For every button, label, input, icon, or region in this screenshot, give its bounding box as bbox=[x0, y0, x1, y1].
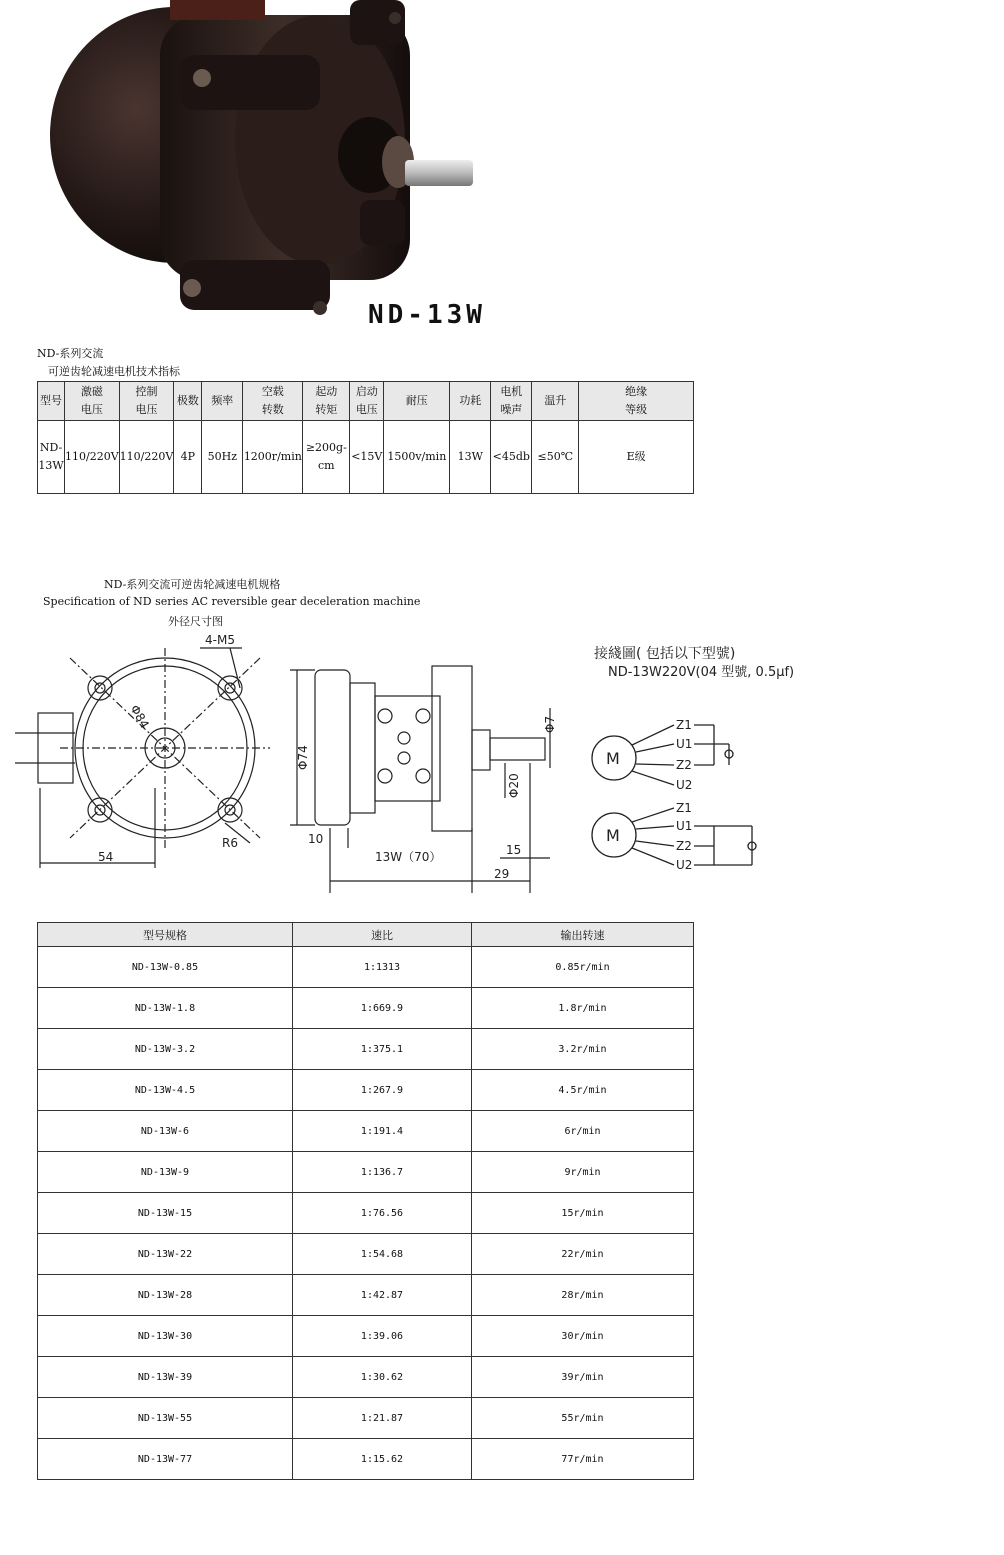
speed-cell: 15r/min bbox=[472, 1193, 694, 1234]
ratio-cell: 1:375.1 bbox=[293, 1029, 472, 1070]
model-cell: ND-13W-9 bbox=[38, 1152, 293, 1193]
total-len-label: 29 bbox=[494, 867, 510, 881]
table-row bbox=[38, 1357, 694, 1398]
table-row bbox=[38, 1275, 694, 1316]
hole-label: 4-M5 bbox=[205, 633, 235, 647]
front-view bbox=[15, 648, 270, 868]
motor-letter-2: M bbox=[606, 826, 620, 845]
model-title: ND-13W bbox=[368, 300, 486, 330]
spec-value-7: <15V bbox=[350, 421, 384, 494]
ratio-header-ratio: 速比 bbox=[293, 923, 472, 947]
spec-header-4: 频率 bbox=[202, 382, 243, 421]
wiring-diagram bbox=[584, 640, 844, 880]
speed-cell: 39r/min bbox=[472, 1357, 694, 1398]
spec-value-12: E级 bbox=[579, 421, 694, 494]
shaft-dia-label: Φ7 bbox=[543, 715, 557, 733]
speed-cell: 3.2r/min bbox=[472, 1029, 694, 1070]
ratio-cell: 1:136.7 bbox=[293, 1152, 472, 1193]
spec-value-5: 1200r/min bbox=[243, 421, 303, 494]
bolt-circle-label: Φ84 bbox=[127, 702, 152, 731]
spec-header-8: 耐压 bbox=[384, 382, 450, 421]
table-row bbox=[38, 1439, 694, 1480]
model-cell: ND-13W-77 bbox=[38, 1439, 293, 1480]
spec-value-2: 110/220V bbox=[119, 421, 174, 494]
ratio-cell: 1:191.4 bbox=[293, 1111, 472, 1152]
spec-header-9: 功耗 bbox=[450, 382, 491, 421]
table-row bbox=[38, 1316, 694, 1357]
table-row bbox=[38, 988, 694, 1029]
motor-photo bbox=[50, 0, 490, 340]
ratio-cell: 1:21.87 bbox=[293, 1398, 472, 1439]
spec-value-0: ND- 13W bbox=[38, 421, 65, 494]
table-row bbox=[38, 1029, 694, 1070]
spec-header-5: 空载 转数 bbox=[243, 382, 303, 421]
spec-value-6: ≥200g- cm bbox=[303, 421, 350, 494]
model-cell: ND-13W-6 bbox=[38, 1111, 293, 1152]
spec-value-1: 110/220V bbox=[65, 421, 120, 494]
speed-cell: 28r/min bbox=[472, 1275, 694, 1316]
model-cell: ND-13W-28 bbox=[38, 1275, 293, 1316]
dimension-drawing bbox=[10, 628, 570, 898]
table-row bbox=[38, 1152, 694, 1193]
spec-table bbox=[37, 381, 694, 494]
shaft-len-label: 15 bbox=[506, 843, 522, 857]
boss-dia-label: Φ20 bbox=[507, 773, 521, 798]
model-cell: ND-13W-0.85 bbox=[38, 947, 293, 988]
spec-value-3: 4P bbox=[174, 421, 202, 494]
spec-title-cn: ND-系列交流可逆齿轮减速电机规格 bbox=[104, 578, 281, 591]
flange-label: 10 bbox=[308, 832, 324, 846]
table-row bbox=[38, 1070, 694, 1111]
spec-header-11: 温升 bbox=[532, 382, 579, 421]
wiring-subtitle: ND-13W220V(04 型號, 0.5μf) bbox=[608, 665, 795, 680]
terminal-u2-a: U2 bbox=[676, 778, 693, 792]
ratio-cell: 1:54.68 bbox=[293, 1234, 472, 1275]
drawing-label: 外径尺寸图 bbox=[168, 615, 223, 628]
ratio-cell: 1:42.87 bbox=[293, 1275, 472, 1316]
spec-value-4: 50Hz bbox=[202, 421, 243, 494]
spec-title-en: Specification of ND series AC reversible gear deceleration machine bbox=[43, 595, 421, 608]
table-row bbox=[38, 1234, 694, 1275]
ratio-header-speed: 输出转速 bbox=[472, 923, 694, 947]
speed-cell: 30r/min bbox=[472, 1316, 694, 1357]
motor-letter-1: M bbox=[606, 749, 620, 768]
width-label: 54 bbox=[98, 850, 114, 864]
speed-cell: 22r/min bbox=[472, 1234, 694, 1275]
ratio-header-model: 型号规格 bbox=[38, 923, 293, 947]
speed-cell: 1.8r/min bbox=[472, 988, 694, 1029]
ratio-cell: 1:76.56 bbox=[293, 1193, 472, 1234]
table-row bbox=[38, 1398, 694, 1439]
ratio-cell: 1:1313 bbox=[293, 947, 472, 988]
model-cell: ND-13W-30 bbox=[38, 1316, 293, 1357]
model-cell: ND-13W-1.8 bbox=[38, 988, 293, 1029]
terminal-u2-b: U2 bbox=[676, 858, 693, 872]
terminal-z1-b: Z1 bbox=[676, 801, 692, 815]
speed-cell: 77r/min bbox=[472, 1439, 694, 1480]
diameter-label: Φ74 bbox=[296, 745, 310, 770]
table-row bbox=[38, 1193, 694, 1234]
ratio-cell: 1:30.62 bbox=[293, 1357, 472, 1398]
model-cell: ND-13W-4.5 bbox=[38, 1070, 293, 1111]
series-line1: ND-系列交流 bbox=[37, 347, 104, 360]
terminal-z2-a: Z2 bbox=[676, 758, 692, 772]
terminal-z1-a: Z1 bbox=[676, 718, 692, 732]
ratio-cell: 1:15.62 bbox=[293, 1439, 472, 1480]
spec-value-8: 1500v/min bbox=[384, 421, 450, 494]
terminal-u1-b: U1 bbox=[676, 819, 693, 833]
speed-cell: 55r/min bbox=[472, 1398, 694, 1439]
spec-header-12: 绝缘 等级 bbox=[579, 382, 694, 421]
wiring-title: 接綫圖( 包括以下型號) bbox=[594, 646, 736, 662]
spec-header-2: 控制 电压 bbox=[119, 382, 174, 421]
table-row bbox=[38, 1111, 694, 1152]
spec-header-10: 电机 噪声 bbox=[491, 382, 532, 421]
model-cell: ND-13W-55 bbox=[38, 1398, 293, 1439]
terminal-z2-b: Z2 bbox=[676, 839, 692, 853]
speed-cell: 6r/min bbox=[472, 1111, 694, 1152]
spec-value-11: ≤50℃ bbox=[532, 421, 579, 494]
spec-header-6: 起动 转矩 bbox=[303, 382, 350, 421]
model-cell: ND-13W-22 bbox=[38, 1234, 293, 1275]
spec-header-7: 启动 电压 bbox=[350, 382, 384, 421]
spec-header-3: 极数 bbox=[174, 382, 202, 421]
ratio-cell: 1:669.9 bbox=[293, 988, 472, 1029]
ratio-cell: 1:39.06 bbox=[293, 1316, 472, 1357]
speed-cell: 4.5r/min bbox=[472, 1070, 694, 1111]
model-cell: ND-13W-39 bbox=[38, 1357, 293, 1398]
speed-cell: 0.85r/min bbox=[472, 947, 694, 988]
terminal-u1-a: U1 bbox=[676, 737, 693, 751]
spec-value-9: 13W bbox=[450, 421, 491, 494]
spec-value-10: <45db bbox=[491, 421, 532, 494]
body-len-label: 13W（70） bbox=[375, 850, 442, 864]
spec-header-0: 型号 bbox=[38, 382, 65, 421]
speed-cell: 9r/min bbox=[472, 1152, 694, 1193]
series-line2: 可逆齿轮减速电机技术指标 bbox=[48, 365, 180, 378]
ratio-table bbox=[37, 922, 694, 1480]
model-cell: ND-13W-3.2 bbox=[38, 1029, 293, 1070]
radius-label: R6 bbox=[222, 836, 238, 850]
ratio-cell: 1:267.9 bbox=[293, 1070, 472, 1111]
model-cell: ND-13W-15 bbox=[38, 1193, 293, 1234]
table-row bbox=[38, 947, 694, 988]
spec-header-1: 激磁 电压 bbox=[65, 382, 120, 421]
